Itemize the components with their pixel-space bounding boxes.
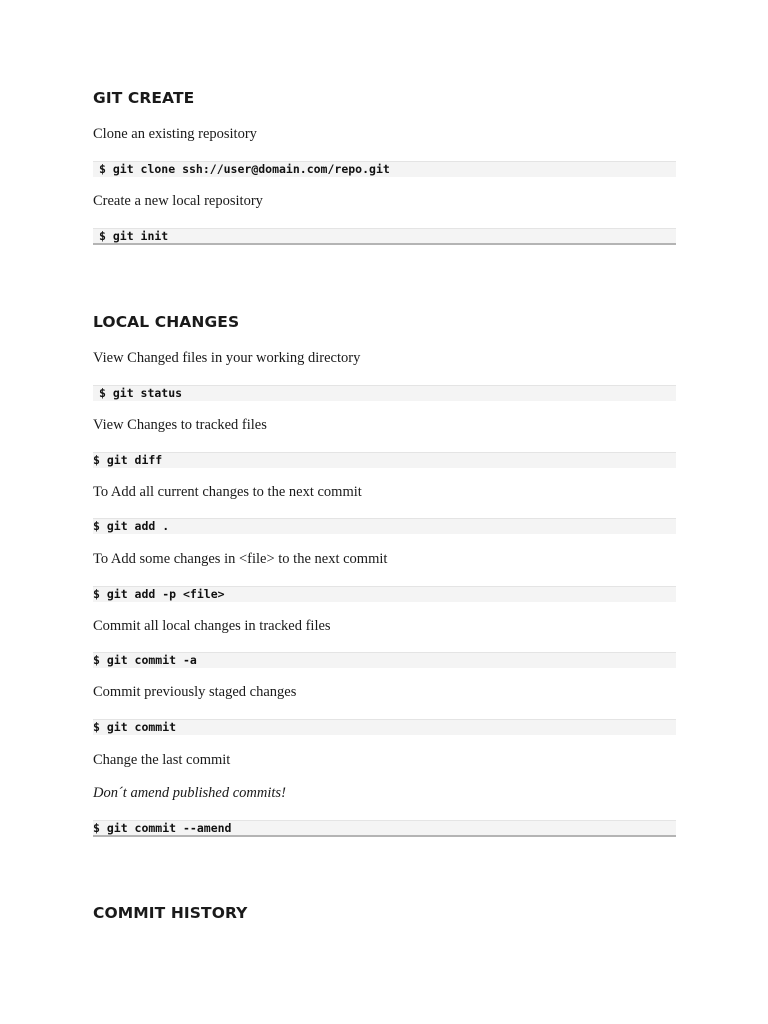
diff-command: $ git diff <box>93 452 676 468</box>
amend-description: Change the last commit <box>93 752 231 768</box>
section-heading-git-create: GIT CREATE <box>93 89 195 107</box>
section-heading-local-changes: LOCAL CHANGES <box>93 313 240 331</box>
add-all-command: $ git add . <box>93 518 676 534</box>
amend-warning-note: Don´t amend published commits! <box>93 785 286 801</box>
add-patch-command: $ git add -p <file> <box>93 586 676 602</box>
clone-description: Clone an existing repository <box>93 126 257 142</box>
commit-description: Commit previously staged changes <box>93 684 297 700</box>
commit-command: $ git commit <box>93 719 676 735</box>
commit-all-description: Commit all local changes in tracked files <box>93 618 331 634</box>
status-description: View Changed files in your working directory <box>93 350 361 366</box>
add-all-description: To Add all current changes to the next commit <box>93 484 362 500</box>
status-command: $ git status <box>93 385 676 401</box>
init-command: $ git init <box>93 228 676 245</box>
add-patch-description: To Add some changes in <file> to the next commit <box>93 551 388 567</box>
amend-command: $ git commit --amend <box>93 820 676 837</box>
diff-description: View Changes to tracked files <box>93 417 267 433</box>
commit-all-command: $ git commit -a <box>93 652 676 668</box>
section-heading-commit-history: COMMIT HISTORY <box>93 904 248 922</box>
init-description: Create a new local repository <box>93 193 263 209</box>
clone-command: $ git clone ssh://user@domain.com/repo.git <box>93 161 676 177</box>
